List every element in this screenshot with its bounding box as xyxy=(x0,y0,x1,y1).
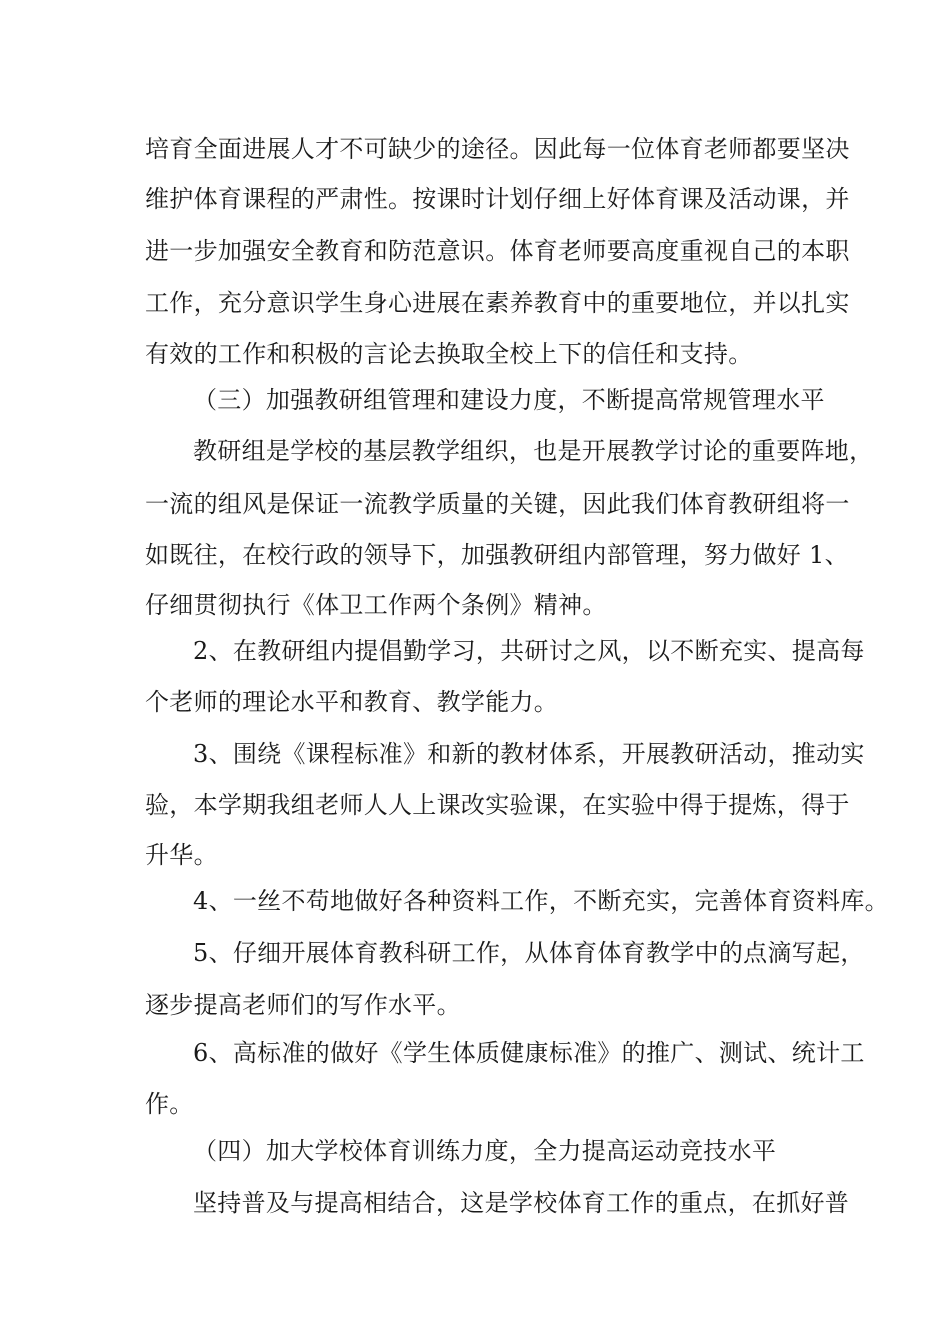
paragraph-line: 教研组是学校的基层教学组织，也是开展教学讨论的重要阵地， xyxy=(193,437,874,465)
paragraph-line: 工作，充分意识学生身心进展在素养教育中的重要地位，并以扎实 xyxy=(145,289,850,317)
paragraph-line: 有效的工作和积极的言论去换取全校上下的信任和支持。 xyxy=(145,340,753,368)
list-item-4: 4、一丝不苟地做好各种资料工作，不断充实，完善体育资料库。 xyxy=(193,887,889,915)
paragraph-line: 验，本学期我组老师人人上课改实验课，在实验中得于提炼，得于 xyxy=(145,791,850,819)
paragraph-line: 如既往，在校行政的领导下，加强教研组内部管理，努力做好 1、 xyxy=(145,541,849,569)
section-heading-4: （四）加大学校体育训练力度，全力提高运动竞技水平 xyxy=(193,1137,777,1165)
list-item-2: 2、在教研组内提倡勤学习，共研讨之风，以不断充实、提高每 xyxy=(193,637,865,665)
paragraph-line: 培育全面进展人才不可缺少的途径。因此每一位体育老师都要坚决 xyxy=(145,135,850,163)
paragraph-line: 逐步提高老师们的写作水平。 xyxy=(145,991,461,1019)
paragraph-line: 个老师的理论水平和教育、教学能力。 xyxy=(145,688,559,716)
list-item-5: 5、仔细开展体育教科研工作，从体育体育教学中的点滴写起， xyxy=(193,939,865,967)
list-item-6: 6、高标准的做好《学生体质健康标准》的推广、测试、统计工 xyxy=(193,1039,865,1067)
section-heading-3: （三）加强教研组管理和建设力度，不断提高常规管理水平 xyxy=(193,386,825,414)
list-item-3: 3、围绕《课程标准》和新的教材体系，开展教研活动，推动实 xyxy=(193,740,865,768)
paragraph-line: 坚持普及与提高相结合，这是学校体育工作的重点，在抓好普 xyxy=(193,1189,850,1217)
paragraph-line: 维护体育课程的严肃性。按课时计划仔细上好体育课及活动课，并 xyxy=(145,185,850,213)
paragraph-line: 仔细贯彻执行《体卫工作两个条例》精神。 xyxy=(145,591,607,619)
paragraph-line: 进一步加强安全教育和防范意识。体育老师要高度重视自己的本职 xyxy=(145,237,850,265)
paragraph-line: 作。 xyxy=(145,1090,194,1118)
paragraph-line: 一流的组风是保证一流教学质量的关键，因此我们体育教研组将一 xyxy=(145,490,850,518)
paragraph-line: 升华。 xyxy=(145,841,218,869)
